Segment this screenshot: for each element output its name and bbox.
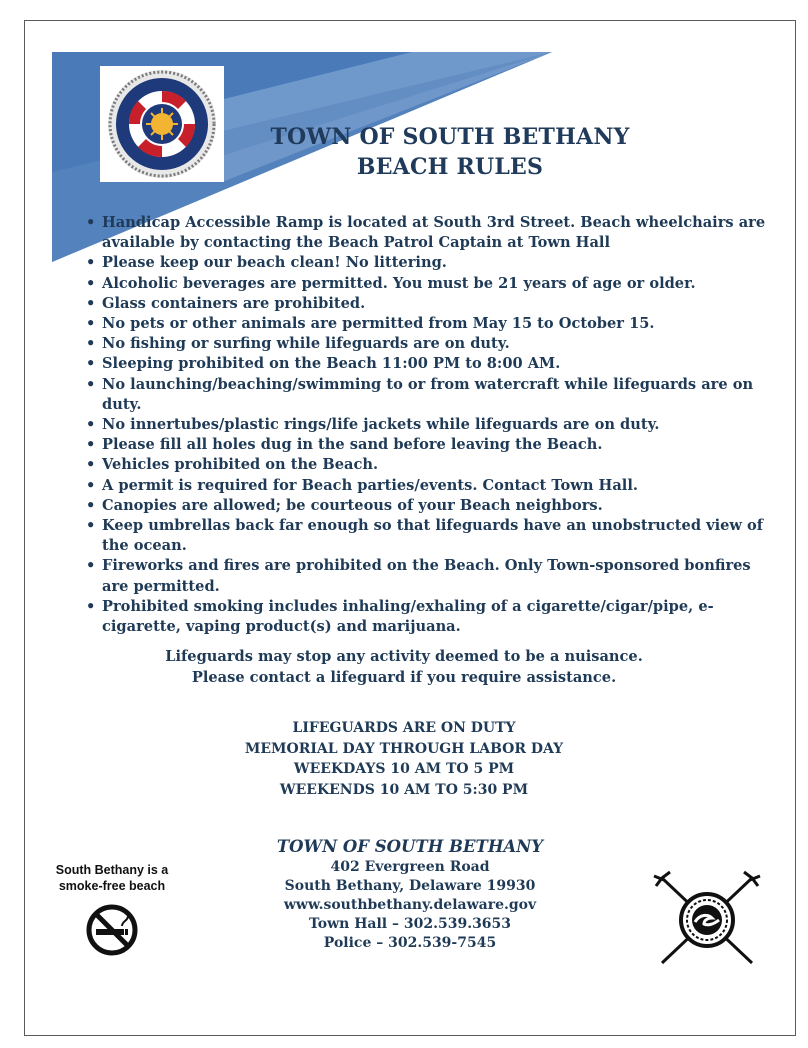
list-item: • No innertubes/plastic rings/life jackets while lifeguards are on duty. [82, 415, 772, 435]
title-line-1: TOWN OF SOUTH BETHANY [270, 124, 630, 150]
lifeguard-notice [40, 647, 768, 688]
contact-footer [230, 836, 590, 953]
footer-address: 402 Evergreen Road [330, 859, 490, 875]
list-item: • No pets or other animals are permitted from May 15 to October 15. [82, 314, 772, 334]
notice-line-1: Lifeguards may stop any activity deemed to be a nuisance. [165, 648, 643, 665]
footer-title: TOWN OF SOUTH BETHANY [276, 837, 544, 856]
list-item: • Fireworks and fires are prohibited on the Beach. Only Town-sponsored bonfires are permitted. [82, 556, 772, 596]
smoke-free-label [36, 862, 188, 894]
list-item: • Glass containers are prohibited. [82, 294, 772, 314]
list-item: • Vehicles prohibited on the Beach. [82, 455, 772, 475]
hours-line-3: WEEKDAYS 10 AM TO 5 PM [293, 761, 515, 777]
hours-line-2: MEMORIAL DAY THROUGH LABOR DAY [244, 740, 564, 757]
smoke-free-line-2: smoke-free beach [58, 879, 166, 893]
list-item: • Sleeping prohibited on the Beach 11:00 PM to 8:00 AM. [82, 354, 772, 374]
list-item: • No launching/beaching/swimming to or from watercraft while lifeguards are on duty. [82, 375, 772, 415]
beach-patrol-trident-icon [652, 868, 762, 968]
lifeguard-hours [40, 718, 768, 800]
page-title [250, 122, 650, 182]
list-item: • Handicap Accessible Ramp is located at South 3rd Street. Beach wheelchairs are available by contacting the Beach Patrol Captain at Town Hall [82, 213, 772, 253]
town-seal-icon [100, 66, 224, 182]
smoke-free-line-1: South Bethany is a [55, 863, 169, 877]
footer-website: www.southbethany.delaware.gov [283, 897, 537, 913]
rules-list [82, 213, 772, 637]
title-line-2: BEACH RULES [356, 154, 544, 180]
list-item: • Prohibited smoking includes inhaling/exhaling of a cigarette/cigar/pipe, e-cigarette, vaping product(s) and marijuana. [82, 597, 772, 637]
footer-police-phone: Police – 302.539-7545 [323, 935, 497, 951]
list-item: • A permit is required for Beach parties/events. Contact Town Hall. [82, 476, 772, 496]
list-item: • Keep umbrellas back far enough so that lifeguards have an unobstructed view of the ocean. [82, 516, 772, 556]
notice-line-2: Please contact a lifeguard if you require assistance. [191, 668, 617, 686]
hours-line-1: LIFEGUARDS ARE ON DUTY [292, 720, 516, 736]
list-item: • Canopies are allowed; be courteous of your Beach neighbors. [82, 496, 772, 516]
list-item: • No fishing or surfing while lifeguards are on duty. [82, 334, 772, 354]
hours-line-4: WEEKENDS 10 AM TO 5:30 PM [279, 781, 529, 798]
footer-town-hall-phone: Town Hall – 302.539.3653 [308, 916, 512, 932]
list-item: • Alcoholic beverages are permitted. You must be 21 years of age or older. [82, 274, 772, 294]
list-item: • Please keep our beach clean! No littering. [82, 253, 772, 273]
list-item: • Please fill all holes dug in the sand before leaving the Beach. [82, 435, 772, 455]
footer-city: South Bethany, Delaware 19930 [284, 878, 536, 894]
no-smoking-icon [86, 904, 138, 956]
